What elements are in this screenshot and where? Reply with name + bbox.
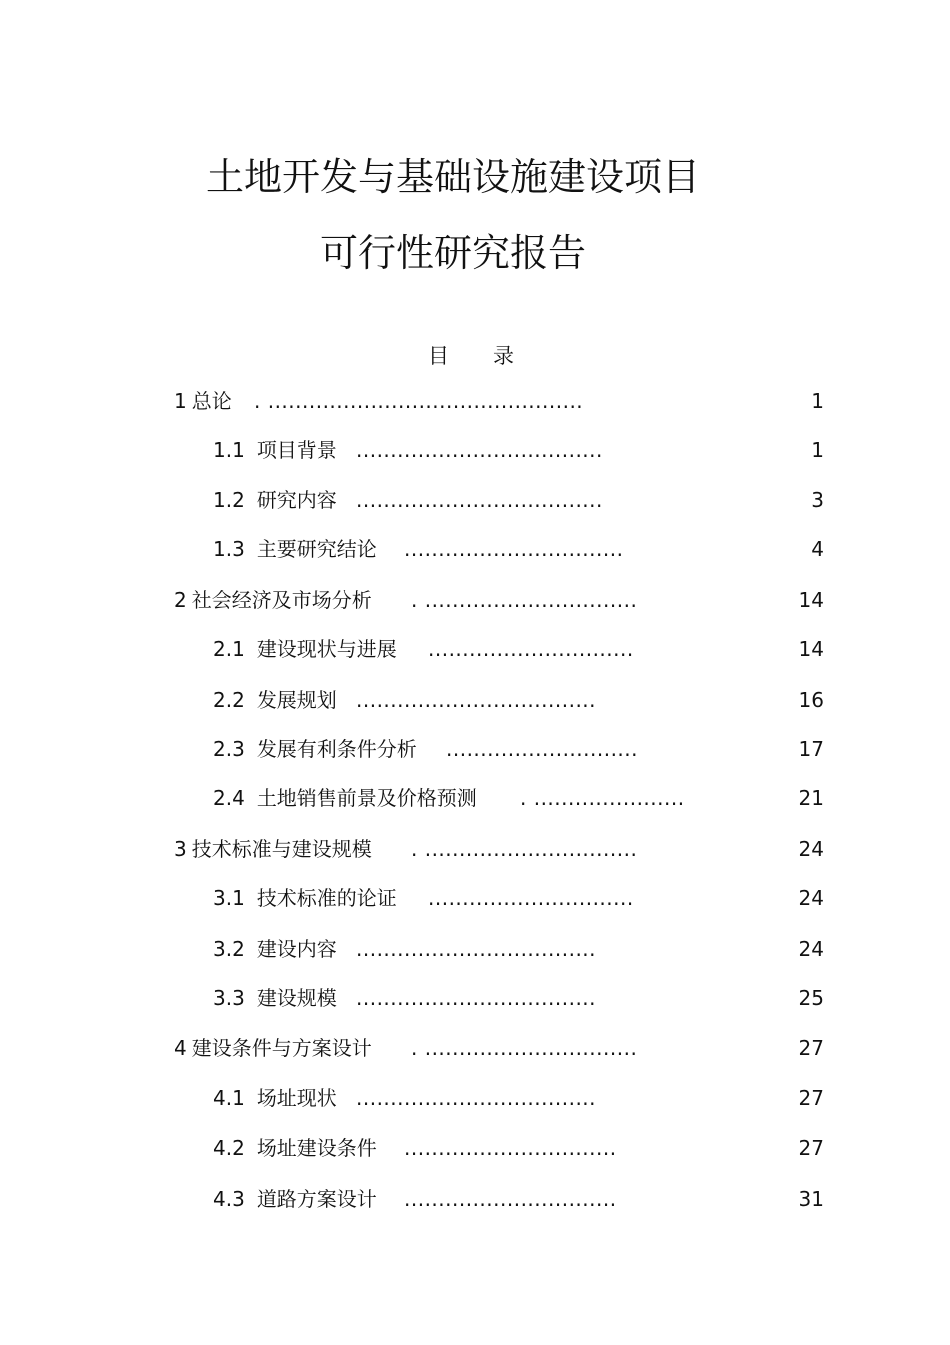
toc-entry-leader-dots: ................................... [356, 1086, 597, 1110]
toc-entry-label [174, 834, 372, 864]
toc-entry[interactable] [0, 1033, 950, 1063]
toc-entry-title: 建设规模 [256, 986, 337, 1010]
toc-entry-label [213, 534, 377, 564]
toc-entry-page-number: 14 [798, 637, 824, 661]
toc-entry-number: 3.1 [213, 886, 245, 910]
toc-entry-label [213, 983, 337, 1013]
toc-entry-leader-dots: ................................... [356, 937, 597, 961]
toc-entry-leader-dots: ............................ [446, 737, 639, 761]
toc-entry-leader-dots: . ............................... [411, 1036, 638, 1060]
toc-entry-title: 技术标准的论证 [256, 886, 397, 910]
toc-entry-number: 3.2 [213, 937, 245, 961]
toc-entry-label [213, 685, 337, 715]
toc-entry-label [213, 435, 337, 465]
toc-entry-number: 4.3 [213, 1187, 245, 1211]
toc-entry-title: 道路方案设计 [256, 1187, 377, 1211]
toc-entry-page-number: 21 [798, 786, 824, 810]
toc-entry-title: 建设现状与进展 [256, 637, 397, 661]
document-title-line-2: 可行性研究报告 [319, 231, 586, 275]
toc-entry-title: 建设条件与方案设计 [191, 1036, 372, 1060]
toc-entry-leader-dots: .................................... [356, 488, 603, 512]
toc-entry-title: 发展有利条件分析 [256, 737, 417, 761]
toc-entry-leader-dots: .............................. [428, 637, 634, 661]
toc-entry-label [213, 1184, 377, 1214]
toc-entry-page-number: 25 [798, 986, 824, 1010]
toc-entry-label [213, 734, 417, 764]
toc-entry-page-number: 24 [798, 886, 824, 910]
toc-entry-title: 技术标准与建设规模 [191, 837, 372, 861]
toc-entry-label [213, 485, 337, 515]
toc-entry[interactable] [0, 834, 950, 864]
toc-entry[interactable] [0, 934, 950, 964]
toc-entry-leader-dots: ................................ [404, 537, 624, 561]
toc-entry-page-number: 16 [798, 688, 824, 712]
toc-entry-title: 主要研究结论 [256, 537, 377, 561]
toc-entry-page-number: 24 [798, 837, 824, 861]
toc-entry[interactable] [0, 435, 950, 465]
toc-entry-page-number: 4 [811, 537, 824, 561]
toc-entry-leader-dots: .............................. [428, 886, 634, 910]
toc-entry-page-number: 24 [798, 937, 824, 961]
toc-entry-label [174, 386, 232, 416]
toc-entry-number: 3 [174, 837, 187, 861]
toc-entry-page-number: 27 [798, 1136, 824, 1160]
toc-entry[interactable] [0, 983, 950, 1013]
toc-entry[interactable] [0, 634, 950, 664]
toc-entry-title: 研究内容 [256, 488, 337, 512]
toc-entry[interactable] [0, 883, 950, 913]
toc-entry-leader-dots: ................................... [356, 986, 597, 1010]
toc-entry-number: 4 [174, 1036, 187, 1060]
toc-entry-leader-dots: . ...................... [520, 786, 685, 810]
toc-entry-leader-dots: . ............................... [411, 837, 638, 861]
toc-entry-leader-dots: ............................... [404, 1187, 617, 1211]
toc-entry-title: 社会经济及市场分析 [191, 588, 372, 612]
toc-entry-page-number: 14 [798, 588, 824, 612]
toc-entry-page-number: 1 [811, 438, 824, 462]
toc-entry-number: 1.1 [213, 438, 245, 462]
toc-entry-leader-dots: . ............................... [411, 588, 638, 612]
toc-entry-number: 1.3 [213, 537, 245, 561]
toc-heading-char-1: 目 [428, 344, 449, 368]
toc-entry-number: 3.3 [213, 986, 245, 1010]
toc-heading-char-2: 录 [493, 344, 514, 368]
toc-entry-page-number: 27 [798, 1036, 824, 1060]
toc-entry-label [174, 585, 372, 615]
toc-entry-number: 1.2 [213, 488, 245, 512]
toc-entry[interactable] [0, 685, 950, 715]
toc-entry-leader-dots: .................................... [356, 438, 603, 462]
toc-entry-label [174, 1033, 372, 1063]
toc-entry-number: 1 [174, 389, 187, 413]
toc-entry[interactable] [0, 783, 950, 813]
toc-entry-leader-dots: ................................... [356, 688, 597, 712]
toc-entry[interactable] [0, 585, 950, 615]
toc-entry[interactable] [0, 386, 950, 416]
toc-entry[interactable] [0, 1184, 950, 1214]
toc-entry-page-number: 3 [811, 488, 824, 512]
toc-entry-title: 场址现状 [256, 1086, 337, 1110]
toc-entry-page-number: 17 [798, 737, 824, 761]
toc-entry[interactable] [0, 1083, 950, 1113]
toc-entry-label [213, 934, 337, 964]
toc-entry-page-number: 1 [811, 389, 824, 413]
toc-entry-page-number: 27 [798, 1086, 824, 1110]
toc-entry-number: 4.2 [213, 1136, 245, 1160]
toc-entry-title: 土地销售前景及价格预测 [256, 786, 477, 810]
toc-entry-title: 总论 [191, 389, 232, 413]
toc-entry-leader-dots: ............................... [404, 1136, 617, 1160]
toc-entry-label [213, 783, 477, 813]
toc-entry[interactable] [0, 534, 950, 564]
toc-entry-title: 场址建设条件 [256, 1136, 377, 1160]
toc-entry-label [213, 1083, 337, 1113]
toc-entry-label [213, 1133, 377, 1163]
toc-entry-number: 2.2 [213, 688, 245, 712]
toc-entry-leader-dots: . .............................................. [254, 389, 584, 413]
toc-entry-title: 建设内容 [256, 937, 337, 961]
document-title-line-1: 土地开发与基础设施建设项目 [205, 155, 700, 199]
toc-entry[interactable] [0, 485, 950, 515]
toc-entry-number: 2 [174, 588, 187, 612]
toc-entry-number: 2.3 [213, 737, 245, 761]
toc-entry-number: 2.4 [213, 786, 245, 810]
toc-entry-title: 发展规划 [256, 688, 337, 712]
toc-entry-title: 项目背景 [256, 438, 337, 462]
toc-entry-number: 2.1 [213, 637, 245, 661]
toc-entry-number: 4.1 [213, 1086, 245, 1110]
toc-entry-label [213, 883, 397, 913]
toc-entry[interactable] [0, 1133, 950, 1163]
toc-entry-label [213, 634, 397, 664]
toc-entry[interactable] [0, 734, 950, 764]
toc-entry-page-number: 31 [798, 1187, 824, 1211]
